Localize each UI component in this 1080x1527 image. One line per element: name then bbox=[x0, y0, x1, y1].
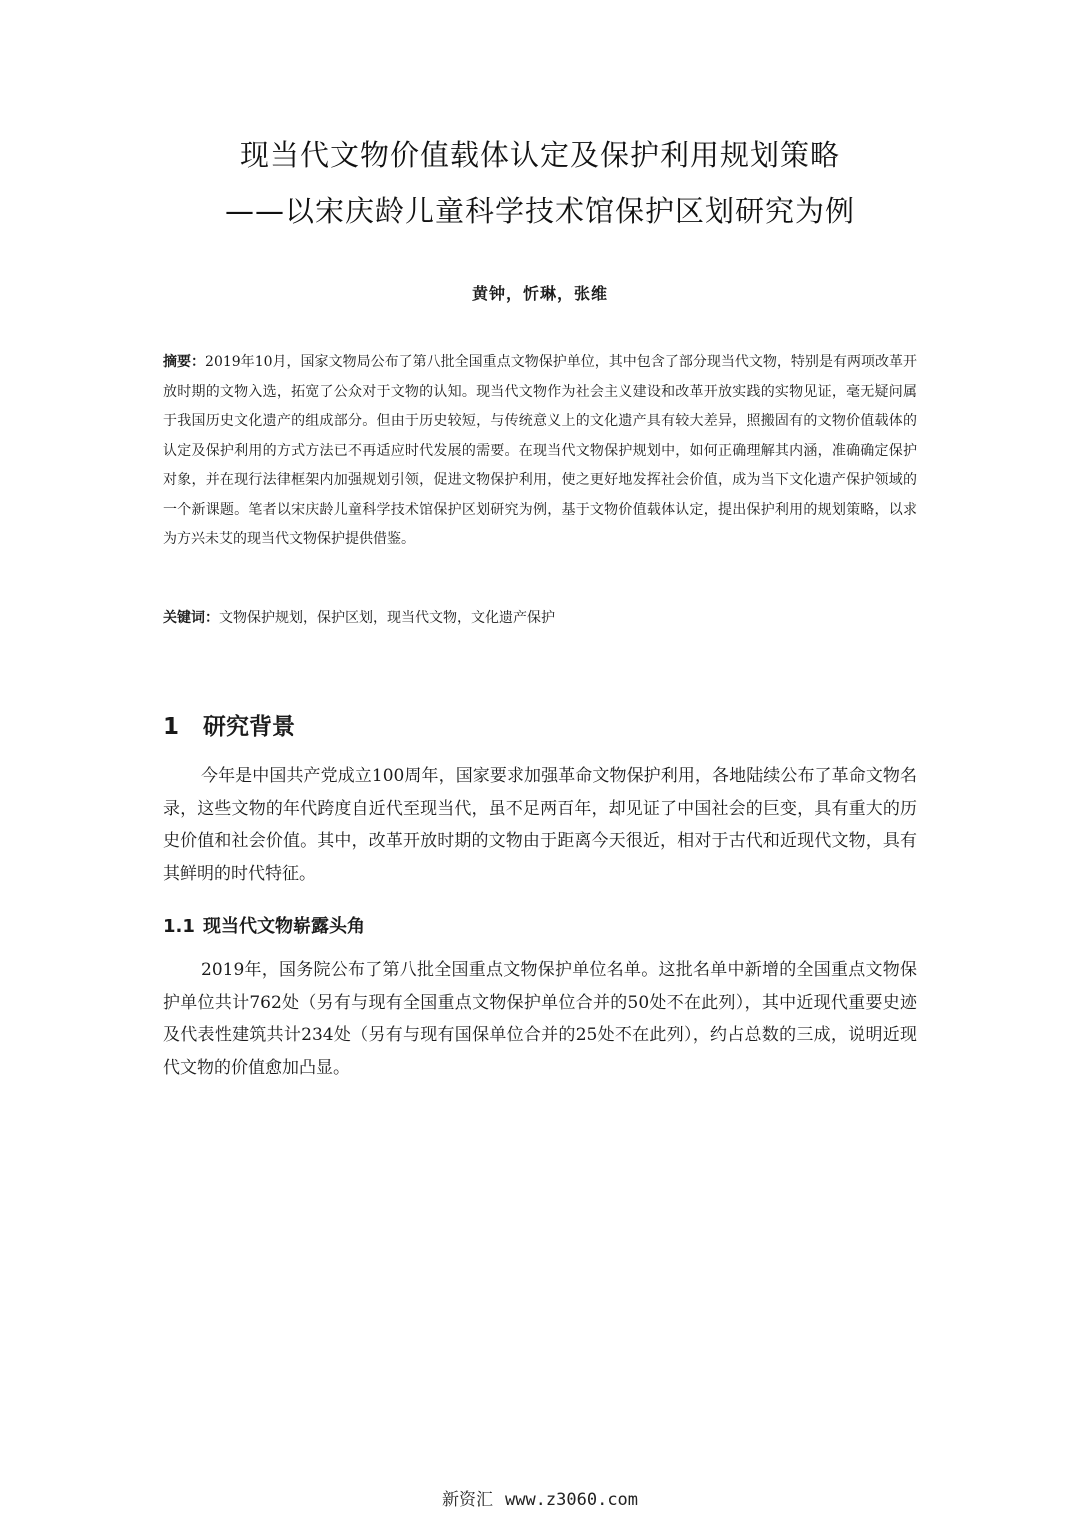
author-list: 黄钟，忻琳，张维 bbox=[471, 284, 608, 303]
subsection-heading bbox=[163, 912, 365, 938]
abstract-text: 2019年10月，国家文物局公布了第八批全国重点文物保护单位，其中包含了部分现当代文物，特别是有两项改革开放时期的文物入选，拓宽了公众对于文物的认知。现当代文物作为社会主义建设和改革开放实践的实物见证，毫无疑问属于我国历史文化遗产的组成部分。但由于历史较短，与传统意义上的文化遗产具有较大差异，照搬固有的文物价值载体的认定及保护利用的方式方法已不再适应时代发展的需要。在现当代文物保护规划中，如何正确理解其内涵，准确确定保护对象，并在现行法律框架内加强规划引领，促进文物保护利用，使之更好地发挥社会价值，成为当下文化遗产保护领域的一个新课题。笔者以宋庆龄儿童科学技术馆保护区划研究为例，基于文物价值载体认定，提出保护利用的规划策略，以求为方兴未艾的现当代文物保护提供借鉴。 bbox=[163, 354, 918, 547]
paper-title: 现当代文物价值载体认定及保护利用规划策略 bbox=[239, 138, 840, 172]
section-heading bbox=[163, 708, 295, 741]
abstract bbox=[163, 348, 917, 555]
abstract-label: 摘要： bbox=[163, 354, 206, 370]
section-paragraph: 今年是中国共产党成立100周年，国家要求加强革命文物保护利用，各地陆续公布了革命文物名录，这些文物的年代跨度自近代至现当代，虽不足两百年，却见证了中国社会的巨变，具有重大的历史价值和社会价值。其中，改革开放时期的文物由于距离今天很近，相对于古代和近现代文物，具有其鲜明的时代特征。 bbox=[163, 766, 917, 884]
paper-subtitle: ——以宋庆龄儿童科学技术馆保护区划研究为例 bbox=[224, 194, 855, 228]
keywords bbox=[163, 604, 917, 633]
section-number: 1 bbox=[163, 714, 180, 740]
page-footer bbox=[0, 1485, 1080, 1510]
keywords-label: 关键词： bbox=[163, 610, 219, 626]
keywords-text: 文物保护规划，保护区划，现当代文物，文化遗产保护 bbox=[219, 610, 555, 626]
subsection-title: 现当代文物崭露头角 bbox=[203, 916, 365, 937]
subsection-paragraph: 2019年，国务院公布了第八批全国重点文物保护单位名单。这批名单中新增的全国重点文物保护单位共计762处（另有与现有全国重点文物保护单位合并的50处不在此列），其中近现代重要史迹及代表性建筑共计234处（另有与现有国保单位合并的25处不在此列），约占总数的三成，说明近现代文物的价值愈加凸显。 bbox=[163, 960, 917, 1078]
section-title: 研究背景 bbox=[203, 714, 295, 740]
subsection-number: 1.1 bbox=[163, 916, 195, 937]
footer-site-name: 新资汇 bbox=[441, 1490, 493, 1510]
footer-url[interactable]: www.z3060.com bbox=[504, 1490, 639, 1510]
